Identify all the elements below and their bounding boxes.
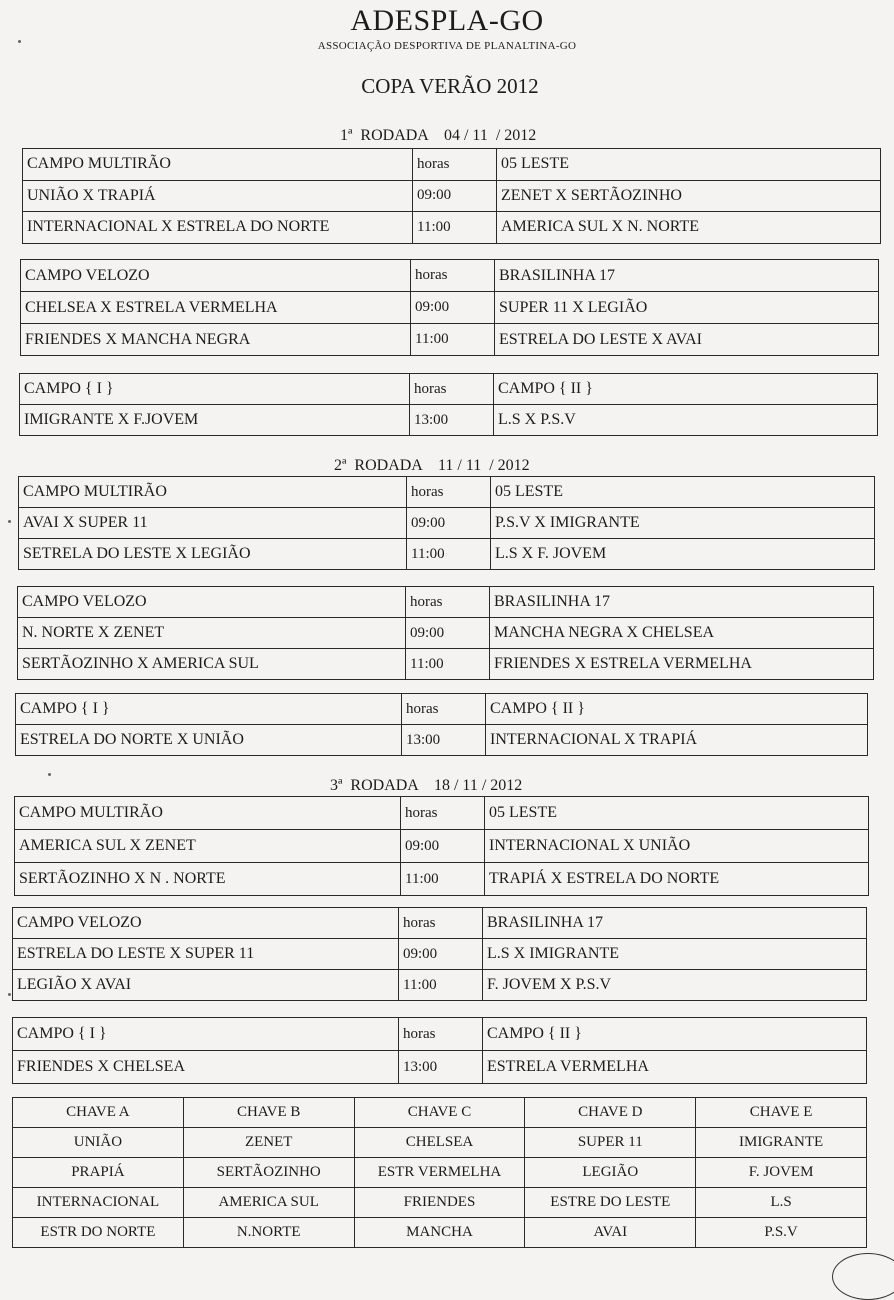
match: AMERICA SUL X ZENET [15,830,401,863]
groups-header-row [13,1098,867,1128]
group-team: FRIENDES [354,1188,525,1218]
match-row [21,324,879,356]
time-header: horas [402,694,486,725]
group-team: AVAI [525,1218,696,1248]
group-team: F. JOVEM [696,1158,867,1188]
match: ESTRELA VERMELHA [483,1051,867,1084]
round-label: 1ª RODADA 04 / 11 / 2012 [340,127,537,144]
field-name: 05 LESTE [485,797,869,830]
field-name: 05 LESTE [491,477,875,508]
schedule-header-row [15,797,869,830]
field-name: BRASILINHA 17 [483,908,867,939]
field-name: CAMPO MULTIRÃO [23,149,413,181]
match-row [13,939,867,970]
speck [18,40,21,43]
field-name: CAMPO { I } [20,374,410,405]
field-name: CAMPO { I } [16,694,402,725]
match: L.S X P.S.V [494,405,878,436]
field-name: CAMPO VELOZO [18,587,406,618]
pen-mark [832,1253,894,1300]
schedule-table [19,373,878,436]
group-team: P.S.V [696,1218,867,1248]
time-header: horas [413,149,497,181]
match: SUPER 11 X LEGIÃO [495,292,879,324]
match: SETRELA DO LESTE X LEGIÃO [19,539,407,570]
schedule-header-row [13,1018,867,1051]
kickoff-time: 13:00 [402,725,486,756]
field-name: CAMPO { I } [13,1018,399,1051]
schedule-table [14,796,869,896]
kickoff-time: 09:00 [399,939,483,970]
groups-row [13,1218,867,1248]
speck [8,520,11,523]
kickoff-time: 13:00 [399,1051,483,1084]
kickoff-time: 11:00 [399,970,483,1001]
kickoff-time: 09:00 [406,618,490,649]
match: IMIGRANTE X F.JOVEM [20,405,410,436]
group-team: CHELSEA [354,1128,525,1158]
groups-table [12,1097,867,1248]
group-header: CHAVE D [525,1098,696,1128]
match: ESTRELA DO LESTE X AVAI [495,324,879,356]
time-header: horas [399,908,483,939]
match-row [15,863,869,896]
match: INTERNACIONAL X ESTRELA DO NORTE [23,212,413,244]
match: CHELSEA X ESTRELA VERMELHA [21,292,411,324]
groups-row [13,1188,867,1218]
field-name: BRASILINHA 17 [495,260,879,292]
match: SERTÃOZINHO X AMERICA SUL [18,649,406,680]
groups-row [13,1128,867,1158]
field-name: BRASILINHA 17 [490,587,874,618]
group-team: SUPER 11 [525,1128,696,1158]
schedule-header-row [20,374,878,405]
group-header: CHAVE A [13,1098,184,1128]
kickoff-time: 11:00 [407,539,491,570]
group-team: ESTR DO NORTE [13,1218,184,1248]
match: INTERNACIONAL X TRAPIÁ [486,725,868,756]
match-row [18,618,874,649]
time-header: horas [411,260,495,292]
schedule-table [22,148,881,244]
speck [8,993,11,996]
match-row [20,405,878,436]
match: AMERICA SUL X N. NORTE [497,212,881,244]
field-name: CAMPO VELOZO [13,908,399,939]
time-header: horas [399,1018,483,1051]
match: INTERNACIONAL X UNIÃO [485,830,869,863]
schedule-table [12,907,867,1001]
group-team: ESTR VERMELHA [354,1158,525,1188]
group-team: ZENET [183,1128,354,1158]
match: FRIENDES X ESTRELA VERMELHA [490,649,874,680]
match-row [13,1051,867,1084]
match: ESTRELA DO NORTE X UNIÃO [16,725,402,756]
schedule-table [12,1017,867,1084]
match: MANCHA NEGRA X CHELSEA [490,618,874,649]
time-header: horas [406,587,490,618]
match: ESTRELA DO LESTE X SUPER 11 [13,939,399,970]
schedule-table [15,693,868,756]
group-team: ESTRE DO LESTE [525,1188,696,1218]
kickoff-time: 11:00 [406,649,490,680]
association-name: ASSOCIAÇÃO DESPORTIVA DE PLANALTINA-GO [317,40,577,52]
group-team: LEGIÃO [525,1158,696,1188]
group-header: CHAVE C [354,1098,525,1128]
round-label: 3ª RODADA 18 / 11 / 2012 [330,777,523,794]
match-row [21,292,879,324]
time-header: horas [410,374,494,405]
match-row [16,725,868,756]
page-title: ADESPLA-GO [350,4,544,37]
kickoff-time: 09:00 [411,292,495,324]
field-name: CAMPO { II } [494,374,878,405]
group-team: INTERNACIONAL [13,1188,184,1218]
group-team: UNIÃO [13,1128,184,1158]
match-row [23,212,881,244]
match: FRIENDES X CHELSEA [13,1051,399,1084]
match: ZENET X SERTÃOZINHO [497,180,881,212]
groups-row [13,1158,867,1188]
kickoff-time: 09:00 [401,830,485,863]
match-row [23,180,881,212]
kickoff-time: 11:00 [413,212,497,244]
match-row [13,970,867,1001]
kickoff-time: 13:00 [410,405,494,436]
match: F. JOVEM X P.S.V [483,970,867,1001]
competition-title: COPA VERÃO 2012 [361,74,539,98]
time-header: horas [407,477,491,508]
group-team: IMIGRANTE [696,1128,867,1158]
group-team: L.S [696,1188,867,1218]
schedule-header-row [19,477,875,508]
schedule-table [17,586,874,680]
round-label: 2ª RODADA 11 / 11 / 2012 [334,457,530,474]
group-header: CHAVE E [696,1098,867,1128]
match-row [15,830,869,863]
match: SERTÃOZINHO X N . NORTE [15,863,401,896]
match: LEGIÃO X AVAI [13,970,399,1001]
schedule-header-row [23,149,881,181]
match: L.S X F. JOVEM [491,539,875,570]
kickoff-time: 11:00 [401,863,485,896]
schedule-header-row [21,260,879,292]
match: P.S.V X IMIGRANTE [491,508,875,539]
field-name: CAMPO MULTIRÃO [15,797,401,830]
schedule-table [18,476,875,570]
match: TRAPIÁ X ESTRELA DO NORTE [485,863,869,896]
schedule-table [20,259,879,356]
group-team: AMERICA SUL [183,1188,354,1218]
group-header: CHAVE B [183,1098,354,1128]
kickoff-time: 09:00 [407,508,491,539]
match: L.S X IMIGRANTE [483,939,867,970]
field-name: CAMPO MULTIRÃO [19,477,407,508]
field-name: CAMPO { II } [486,694,868,725]
kickoff-time: 09:00 [413,180,497,212]
match-row [18,649,874,680]
match: UNIÃO X TRAPIÁ [23,180,413,212]
match-row [19,508,875,539]
schedule-header-row [13,908,867,939]
field-name: CAMPO VELOZO [21,260,411,292]
group-team: MANCHA [354,1218,525,1248]
group-team: PRAPIÁ [13,1158,184,1188]
match: AVAI X SUPER 11 [19,508,407,539]
group-team: SERTÃOZINHO [183,1158,354,1188]
field-name: CAMPO { II } [483,1018,867,1051]
speck [48,773,51,776]
group-team: N.NORTE [183,1218,354,1248]
schedule-header-row [18,587,874,618]
time-header: horas [401,797,485,830]
match: N. NORTE X ZENET [18,618,406,649]
field-name: 05 LESTE [497,149,881,181]
match-row [19,539,875,570]
kickoff-time: 11:00 [411,324,495,356]
match: FRIENDES X MANCHA NEGRA [21,324,411,356]
schedule-header-row [16,694,868,725]
